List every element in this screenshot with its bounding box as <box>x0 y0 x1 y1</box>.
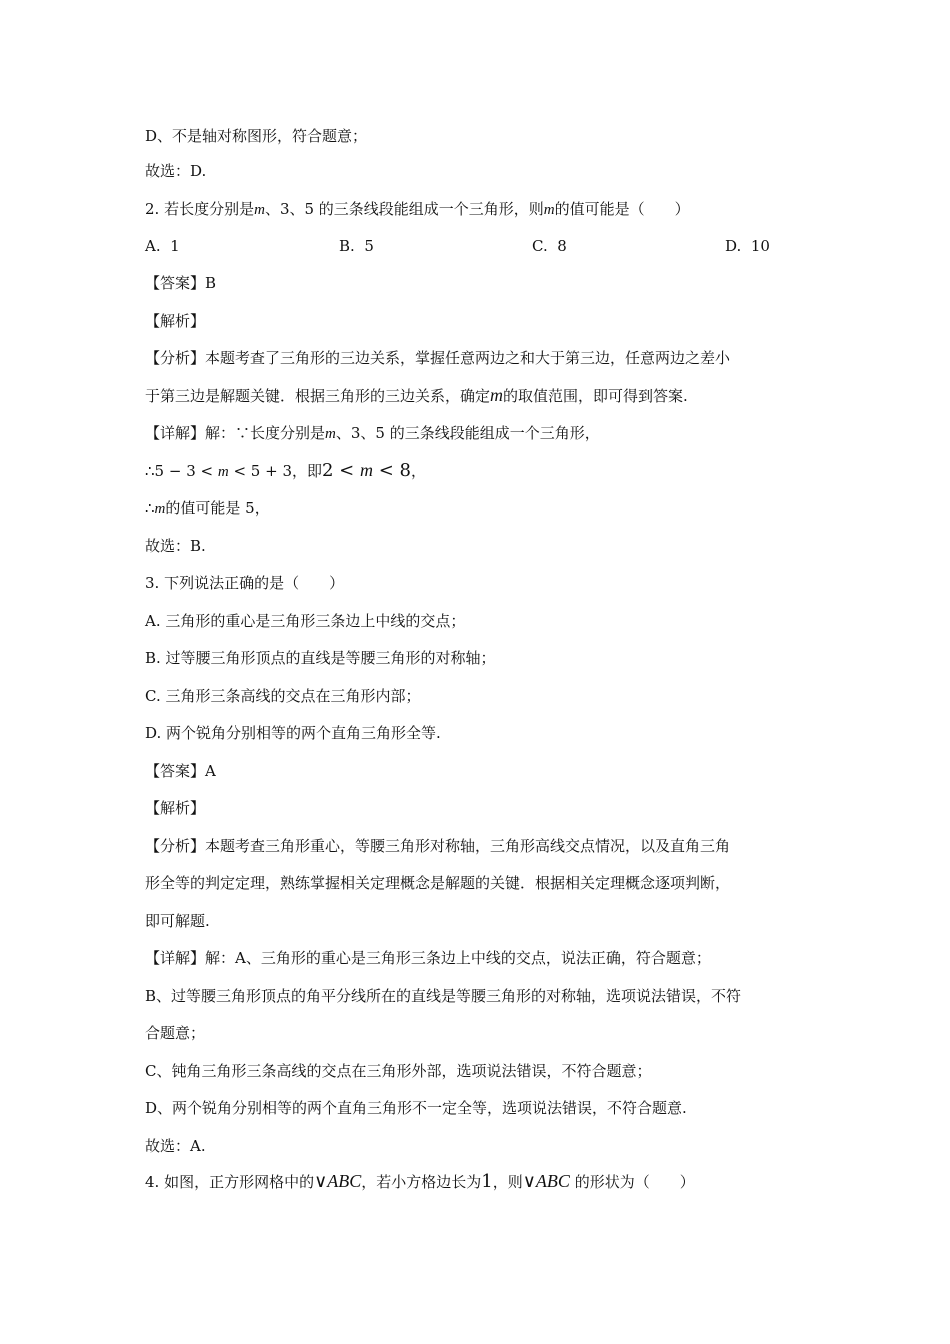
option-label: B. <box>339 237 355 255</box>
q1-choice: 故选：D. <box>145 162 207 180</box>
q2-stem-part: 2. 若长度分别是 <box>145 200 255 218</box>
q3-stem: 3. 下列说法正确的是（ ） <box>145 574 345 592</box>
q2-variable-m: m <box>254 202 265 218</box>
q3-xiangjie-line: D、两个锐角分别相等的两个直角三角形不一定全等，选项说法错误，不符合题意. <box>145 1099 687 1117</box>
q2-option-a <box>145 235 180 257</box>
q3-xiangjie-line: C、钝角三角形三条高线的交点在三角形外部，选项说法错误，不符合题意； <box>145 1062 652 1080</box>
q1-option-d-analysis: D、不是轴对称图形，符合题意； <box>145 127 368 145</box>
q2-ineq-range <box>322 460 411 481</box>
q2-variable-m: m <box>217 464 229 480</box>
q3-fenxi-line: 即可解题. <box>145 912 210 930</box>
q2-ineq-part: ∴5 − 3 < <box>145 462 218 480</box>
q2-value-part: ∴ <box>145 499 155 517</box>
q2-variable-m: m <box>359 460 373 480</box>
q2-ineq-part: ， <box>410 462 426 480</box>
q2-stem-part: 、3、5 的三条线段能组成一个三角形，则 <box>264 200 544 218</box>
option-text: 1 <box>170 237 180 255</box>
q3-option-b: B. 过等腰三角形顶点的直线是等腰三角形的对称轴； <box>145 649 496 667</box>
q2-variable-m: m <box>325 426 336 442</box>
q4-triangle-abc: ∨ABC <box>314 1171 362 1191</box>
q2-xiangjie-part: 【详解】解：∵长度分别是 <box>145 424 326 442</box>
q2-ineq-part: < 8 <box>372 460 411 481</box>
q2-value-part: 的值可能是 5， <box>165 499 270 517</box>
q2-option-b <box>339 235 374 257</box>
q2-answer: 【答案】B <box>145 274 217 292</box>
option-label: D. <box>725 237 742 255</box>
q2-ineq-part: 2 < <box>321 460 360 481</box>
q2-variable-m: m <box>490 385 504 405</box>
option-text: 8 <box>557 237 567 255</box>
q2-xiangjie-part: 、3、5 的三条线段能组成一个三角形， <box>335 424 600 442</box>
q4-stem-part: 4. 如图，正方形网格中的 <box>145 1173 315 1191</box>
q2-fenxi-line2 <box>145 384 688 407</box>
q2-xiangjie <box>145 422 600 445</box>
q4-stem-part: ，若小方格边长为 <box>361 1173 482 1191</box>
q2-choice: 故选：B. <box>145 537 206 555</box>
q3-fenxi-line: 形全等的判定定理，熟练掌握相关定理概念是解题的关键．根据相关定理概念逐项判断， <box>145 874 731 892</box>
q2-analysis-heading: 【解析】 <box>145 312 206 330</box>
option-label: A. <box>145 237 161 255</box>
q4-triangle-abc: ∨ABC <box>522 1171 570 1191</box>
q2-stem-part: 的值可能是（ ） <box>554 200 690 218</box>
q3-analysis-heading: 【解析】 <box>145 799 206 817</box>
q3-xiangjie-line: B、过等腰三角形顶点的角平分线所在的直线是等腰三角形的对称轴，选项说法错误，不符 <box>145 987 742 1005</box>
q2-stem <box>145 198 690 221</box>
q3-option-a: A. 三角形的重心是三角形三条边上中线的交点； <box>145 612 466 630</box>
q2-variable-m: m <box>543 202 555 218</box>
q2-fenxi-line1: 【分析】本题考查了三角形的三边关系，掌握任意两边之和大于第三边，任意两边之差小 <box>145 349 731 367</box>
q2-fenxi-part: 的取值范围，即可得到答案. <box>503 387 688 405</box>
option-text: 10 <box>750 237 770 255</box>
q3-xiangjie-line: 合题意； <box>145 1024 206 1042</box>
q3-xiangjie-line: 【详解】解：A、三角形的重心是三角形三条边上中线的交点，说法正确，符合题意； <box>145 949 711 967</box>
q2-option-c <box>532 235 567 257</box>
q2-variable-m: m <box>154 501 166 517</box>
option-text: 5 <box>364 237 374 255</box>
q4-stem-part: 的形状为（ ） <box>569 1173 695 1191</box>
q4-side-length: 1 <box>481 1171 493 1192</box>
q3-fenxi-line: 【分析】本题考查三角形重心，等腰三角形对称轴，三角形高线交点情况，以及直角三角 <box>145 837 731 855</box>
q3-answer: 【答案】A <box>145 762 216 780</box>
q2-fenxi-part: 于第三边是解题关键．根据三角形的三边关系，确定 <box>145 387 491 405</box>
q2-value <box>145 497 270 520</box>
q4-stem <box>145 1170 695 1193</box>
q3-choice: 故选：A. <box>145 1137 206 1155</box>
q3-option-d: D. 两个锐角分别相等的两个直角三角形全等. <box>145 724 441 742</box>
option-label: C. <box>532 237 548 255</box>
q4-stem-part: ，则 <box>492 1173 523 1191</box>
q3-option-c: C. 三角形三条高线的交点在三角形内部； <box>145 687 421 705</box>
q2-ineq-part: < 5 + 3，即 <box>228 462 322 480</box>
q2-inequality <box>145 459 426 483</box>
q2-option-d <box>725 235 770 257</box>
